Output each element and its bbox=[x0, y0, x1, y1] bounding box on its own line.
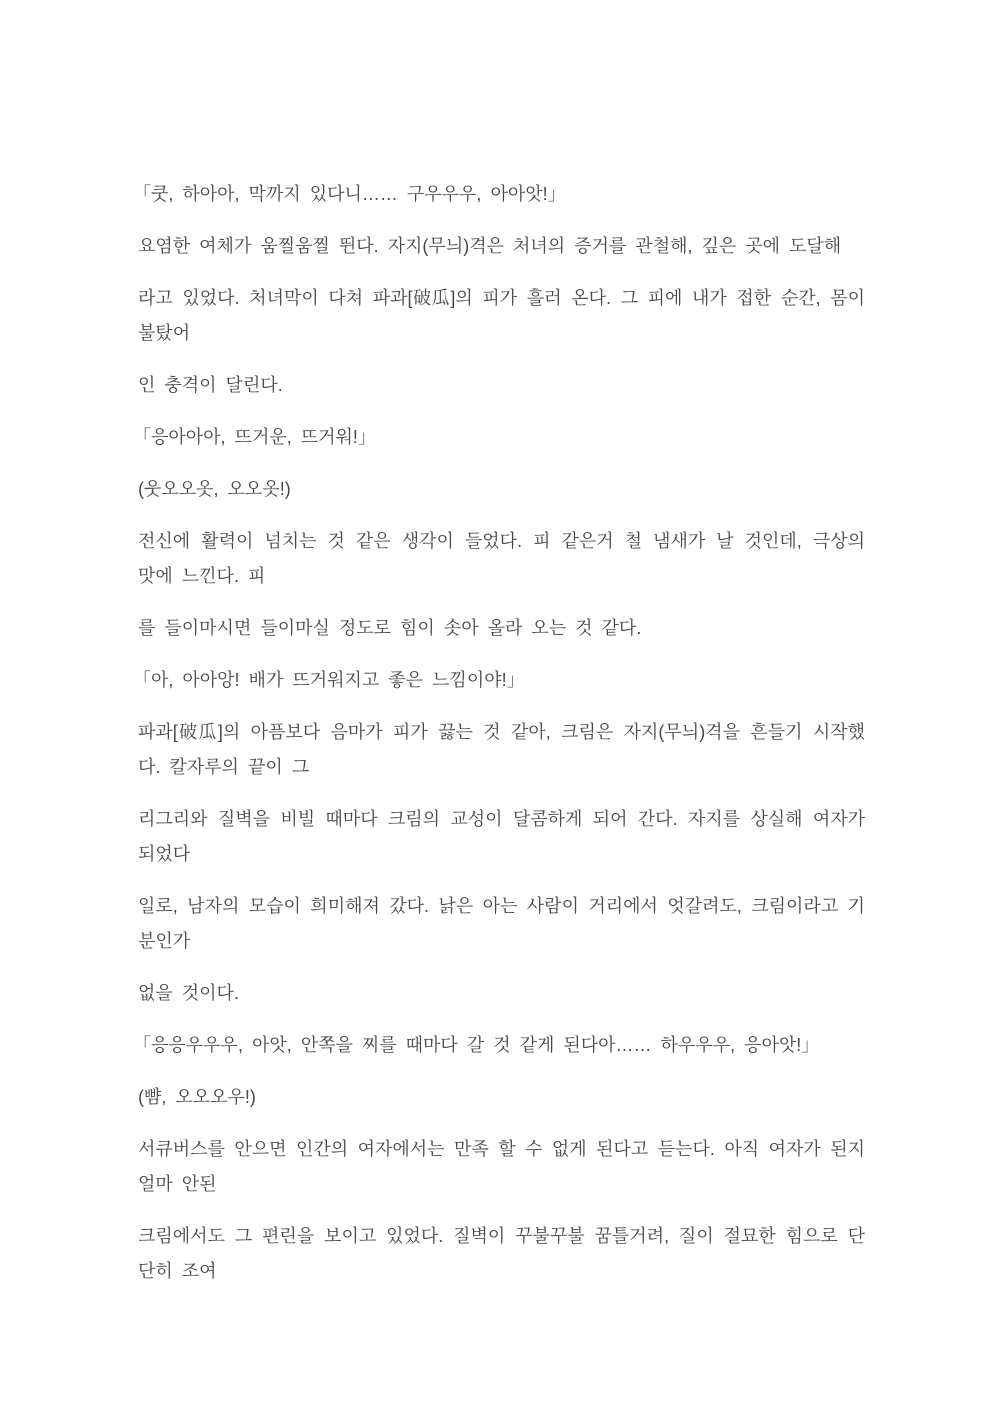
paragraph-dialogue-4: 「응응우우우, 아앗, 안쪽을 찌를 때마다 갈 것 같게 된다아…… 하우우우, 응아앗!」 bbox=[133, 1035, 820, 1055]
paragraph-narration-8: 일로, 남자의 모습이 희미해져 갔다. 낡은 아는 사람이 거리에서 엇갈려도, 크림이라고 기분인가 bbox=[138, 896, 865, 951]
document-body-text bbox=[133, 177, 865, 1306]
paragraph-sfx-1: (웃오오옷, 오오옷!) bbox=[138, 479, 291, 499]
paragraph-sfx-2: (뺨, 오오오우!) bbox=[138, 1087, 256, 1107]
paragraph-narration-5: 를 들이마시면 들이마실 정도로 힘이 솟아 올라 오는 것 같다. bbox=[138, 618, 642, 638]
paragraph-narration-3: 인 충격이 달린다. bbox=[138, 375, 283, 395]
paragraph-narration-4: 전신에 활력이 넘치는 것 같은 생각이 들었다. 피 같은거 철 냄새가 날 것인데, 극상의 맛에 느낀다. 피 bbox=[138, 531, 865, 586]
paragraph-narration-1: 요염한 여체가 움찔움찔 뛴다. 자지(무늬)격은 처녀의 증거를 관철해, 깊은 곳에 도달해 bbox=[138, 236, 842, 256]
paragraph-narration-7: 리그리와 질벽을 비빌 때마다 크림의 교성이 달콤하게 되어 간다. 자지를 상실해 여자가 되었다 bbox=[138, 809, 865, 864]
paragraph-narration-11: 크림에서도 그 편린을 보이고 있었다. 질벽이 꾸불꾸불 꿈틀거려, 질이 절묘한 힘으로 단단히 조여 bbox=[138, 1226, 865, 1281]
paragraph-dialogue-2: 「응아아아, 뜨거운, 뜨거워!」 bbox=[133, 427, 376, 447]
paragraph-narration-2: 라고 있었다. 처녀막이 다쳐 파과[破瓜]의 피가 흘러 온다. 그 피에 내가 접한 순간, 몸이 불탔어 bbox=[138, 288, 865, 343]
paragraph-narration-6: 파과[破瓜]의 아픔보다 음마가 피가 끓는 것 같아, 크림은 자지(무늬)격을 흔들기 시작했다. 칼자루의 끝이 그 bbox=[138, 722, 865, 777]
paragraph-narration-10: 서큐버스를 안으면 인간의 여자에서는 만족 할 수 없게 된다고 듣는다. 아직 여자가 된지 얼마 안된 bbox=[138, 1139, 865, 1194]
paragraph-dialogue-1: 「쿳, 하아아, 막까지 있다니…… 구우우우, 아아앗!」 bbox=[133, 184, 566, 204]
paragraph-dialogue-3: 「아, 아아앙! 배가 뜨거워지고 좋은 느낌이야!」 bbox=[133, 670, 525, 690]
paragraph-narration-9: 없을 것이다. bbox=[138, 983, 239, 1003]
